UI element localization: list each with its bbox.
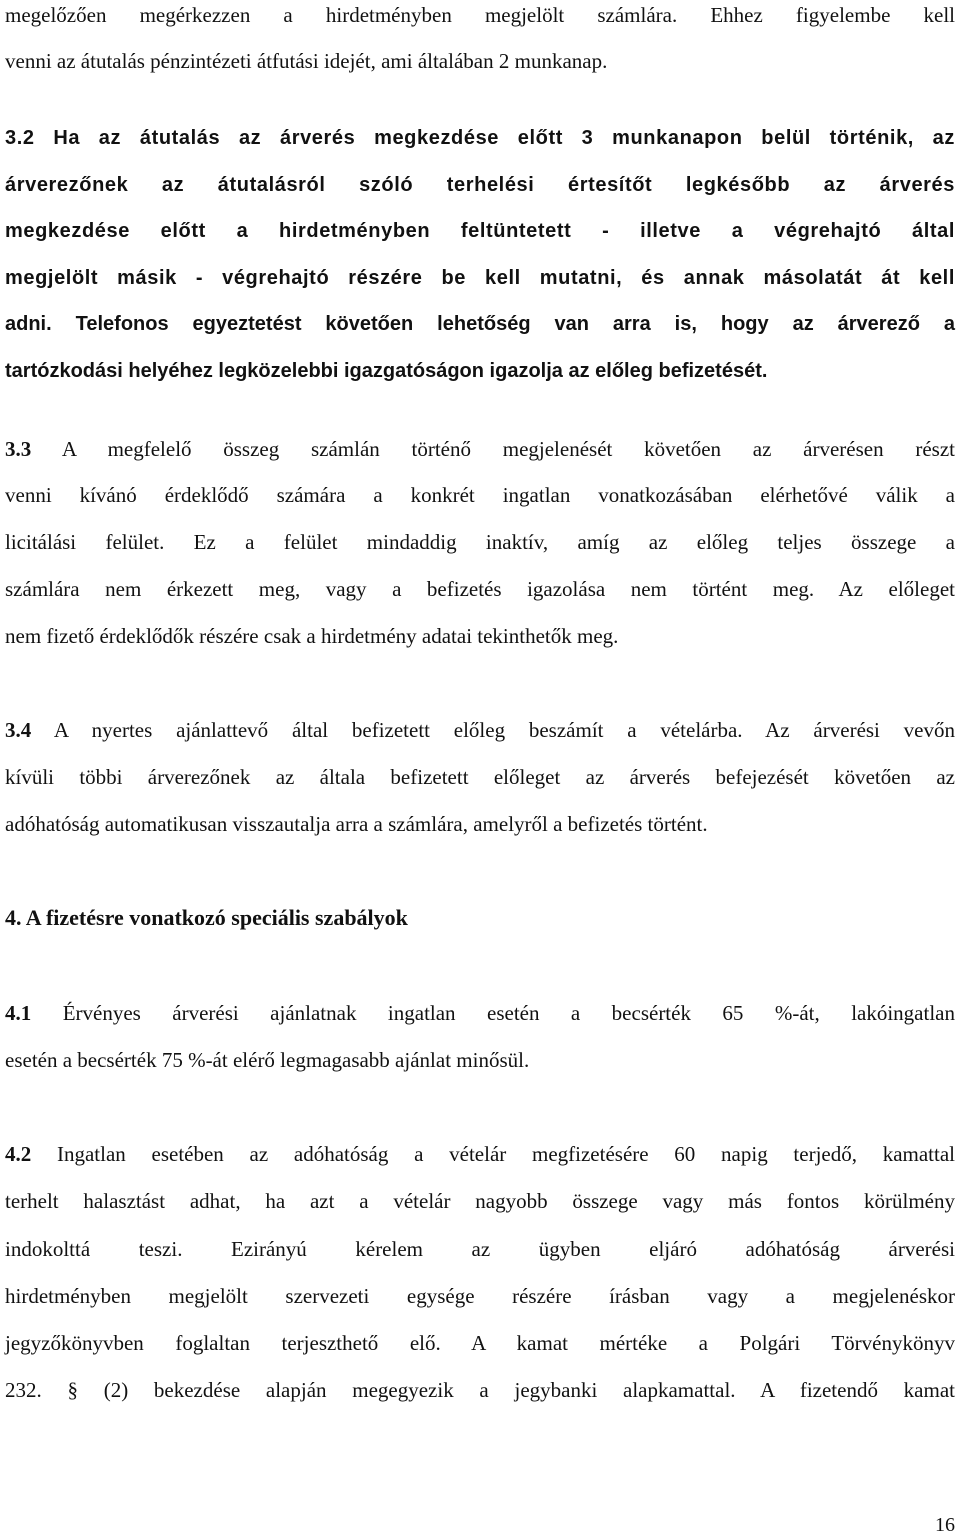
- section-4-2-line: terhelt halasztást adhat, ha azt a vételár nagyobb összege vagy más fontos körülmény: [5, 1189, 955, 1213]
- section-3-4-line: kívüli többi árverezőnek az általa befizetett előleget az árverés befejezését követően az: [5, 765, 955, 789]
- section-4-2-line: indokolttá teszi. Ezirányú kérelem az ügyben eljáró adóhatóság árverési: [5, 1237, 955, 1261]
- section-3-3-line: venni kívánó érdeklődő számára a konkrét ingatlan vonatkozásában elérhetővé válik a: [5, 483, 955, 507]
- section-4-2-line: jegyzőkönyvben foglaltan terjeszthető elő. A kamat mértéke a Polgári Törvénykönyv: [5, 1331, 955, 1355]
- section-3-2-line: megjelölt másik - végrehajtó részére be kell mutatni, és annak másolatát át kell: [5, 267, 955, 289]
- section-3-3-line: számlára nem érkezett meg, vagy a befizetés igazolása nem történt meg. Az előleget: [5, 577, 955, 601]
- section-3-3-line: licitálási felület. Ez a felület mindaddig inaktív, amíg az előleg teljes összege a: [5, 530, 955, 554]
- paragraph-line: megelőzően megérkezzen a hirdetményben megjelölt számlára. Ehhez figyelembe kell: [5, 3, 955, 27]
- section-number: 4.1: [5, 1001, 32, 1025]
- section-4-heading: 4. A fizetésre vonatkozó speciális szabályok: [5, 905, 408, 930]
- page-number: 16: [935, 1514, 955, 1536]
- paragraph-line: venni az átutalás pénzintézeti átfutási idejét, ami általában 2 munkanap.: [5, 49, 608, 73]
- section-4-2-line: 4.2 Ingatlan esetében az adóhatóság a vételár megfizetésére 60 napig terjedő, kamattal: [5, 1142, 955, 1166]
- section-4-2-line: 232. § (2) bekezdése alapján megegyezik a jegybanki alapkamattal. A fizetendő kamat: [5, 1378, 955, 1402]
- section-number: 3.4: [5, 718, 32, 742]
- section-3-2-line: 3.2 Ha az átutalás az árverés megkezdése előtt 3 munkanapon belül történik, az: [5, 127, 955, 149]
- section-number: 4.2: [5, 1142, 32, 1166]
- section-3-3-line: 3.3 A megfelelő összeg számlán történő megjelenését követően az árverésen részt: [5, 437, 955, 461]
- section-3-2-line: árverezőnek az átutalásról szóló terhelési értesítőt legkésőbb az árverés: [5, 174, 955, 196]
- section-4-1-line: 4.1 Érvényes árverési ajánlatnak ingatlan esetén a becsérték 65 %-át, lakóingatlan: [5, 1001, 955, 1025]
- section-number: 3.2: [5, 127, 35, 149]
- section-number: 3.3: [5, 437, 32, 461]
- section-4-2-line: hirdetményben megjelölt szervezeti egysége részére írásban vagy a megjelenéskor: [5, 1284, 955, 1308]
- section-3-4-line: adóhatóság automatikusan visszautalja arra a számlára, amelyről a befizetés történt.: [5, 812, 708, 836]
- section-3-2-line: megkezdése előtt a hirdetményben feltüntetett - illetve a végrehajtó által: [5, 220, 955, 242]
- section-3-4-line: 3.4 A nyertes ajánlattevő által befizetett előleg beszámít a vételárba. Az árverési vevőn: [5, 718, 955, 742]
- section-3-2-line: tartózkodási helyéhez legközelebbi igazgatóságon igazolja az előleg befizetését.: [5, 360, 768, 382]
- section-3-3-line: nem fizető érdeklődők részére csak a hirdetmény adatai tekinthetők meg.: [5, 624, 619, 648]
- section-3-2-line: adni. Telefonos egyeztetést követően lehetőség van arra is, hogy az árverező a: [5, 313, 955, 335]
- section-4-1-line: esetén a becsérték 75 %-át elérő legmagasabb ajánlat minősül.: [5, 1048, 530, 1072]
